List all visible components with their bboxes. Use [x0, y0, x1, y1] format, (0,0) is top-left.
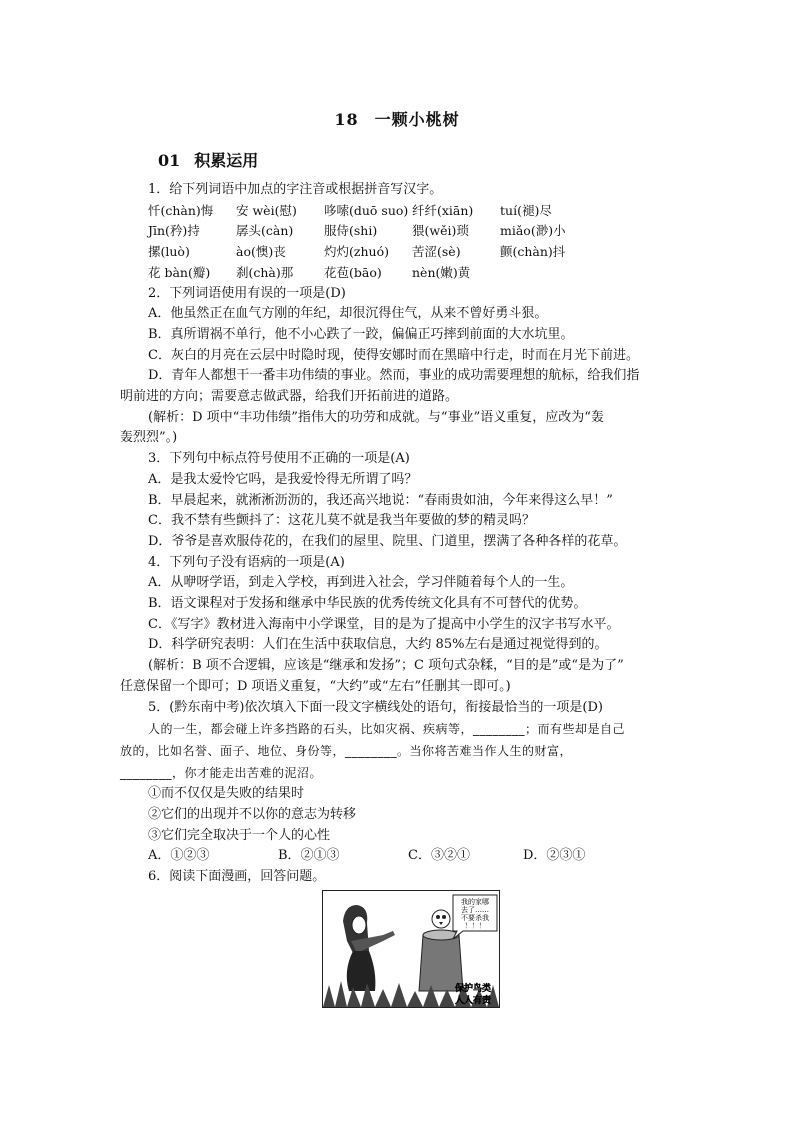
q3-option-d: D．爷爷是喜欢服侍花的，在我们的屋里、院里、门道里，摆满了各种各样的花草。 — [148, 533, 627, 549]
q5-sentence-2: ②它们的出现并不以你的意志为转移 — [148, 806, 357, 822]
bubble-line: ！！！ — [464, 922, 486, 930]
cartoon-drawing — [323, 891, 499, 1007]
lesson-number: 18 — [334, 110, 359, 129]
cartoon-caption: 保护鸟类 — [454, 984, 492, 994]
q5-sentence-1: ①而不仅仅是失败的结果时 — [148, 786, 305, 802]
bubble-line: 不要杀我 — [461, 914, 489, 922]
q5-choice-d: D．②③① — [523, 848, 586, 864]
q4-option-a: A．从咿呀学语，到走入学校，再到进入社会，学习伴随着每个人的一生。 — [148, 575, 574, 591]
q6-stem: 6．阅读下面漫画，回答问题。 — [148, 869, 326, 885]
q5-passage-line: 放的，比如名誉、面子、地位、身份等，________。当你将苦难当作人生的财富， — [120, 744, 573, 759]
cartoon-caption: 人人有责 — [454, 996, 492, 1006]
q1-item: 纤纤(xiān) — [412, 202, 474, 218]
cartoon-image — [322, 890, 500, 1008]
questions — [120, 180, 680, 888]
q2-option-a: A．他虽然正在血气方刚的年纪，却很沉得住气，从来不曾好勇斗狠。 — [148, 306, 548, 322]
q1-item: 刹(chà)那 — [236, 264, 294, 280]
q5-choice-b: B．②①③ — [278, 848, 340, 864]
q1-item: 花 bàn(瓣) — [148, 264, 211, 280]
q1-stem: 1．给下列词语中加点的字注音或根据拼音写汉字。 — [148, 182, 443, 197]
q1-item: 猥(wěi)琐 — [412, 223, 469, 239]
q1-item — [500, 263, 588, 284]
q2-stem: 2．下列词语使用有误的一项是(D) — [148, 285, 346, 301]
q5-choice-c: C．③②① — [408, 848, 470, 864]
lesson-title — [0, 107, 794, 130]
q2-explanation-cont: 轰烈烈”。) — [120, 430, 178, 446]
q3-option-a: A．是我太爱怜它吗，是我爱怜得无所谓了吗？ — [148, 471, 418, 487]
section-title: 积累运用 — [194, 151, 259, 170]
q1-item: 花苞(bāo) — [324, 264, 382, 280]
q1-item: 灼灼(zhuó) — [324, 244, 389, 260]
q1-item: Jīn(矜)持 — [148, 223, 200, 239]
q1-item: miǎo(渺)小 — [500, 223, 566, 239]
q2-option-c: C．灰白的月亮在云层中时隐时现，使得安娜时而在黑暗中行走，时而在月光下前进。 — [148, 347, 639, 363]
q1-item: nèn(嫩)黄 — [412, 264, 471, 280]
q1-item: 颤(chàn)抖 — [500, 244, 566, 260]
bubble-line: 我的家哪 — [461, 898, 489, 906]
q5-passage-line: 人的一生，都会碰上许多挡路的石头，比如灾祸、疾病等，________；而有些却是自己 — [148, 722, 626, 737]
q2-option-d: D．青年人都想干一番丰功伟绩的事业。然而，事业的成功需要理想的航标，给我们指 — [148, 368, 640, 384]
q1-item: ào(懊)丧 — [236, 244, 286, 260]
q1-item: 服侍(shi) — [324, 223, 378, 239]
bird-icon — [432, 910, 450, 928]
q1-item: 哆嗦(duō suo) — [324, 202, 409, 218]
q2-option-b: B．真所谓祸不单行，他不小心跌了一跤，偏偏正巧摔到前面的大水坑里。 — [148, 326, 574, 342]
q4-option-d: D．科学研究表明：人们在生活中获取信息，大约 85%左右是通过视觉得到的。 — [148, 637, 608, 653]
tree-stump-icon — [419, 935, 463, 991]
section-number: 01 — [158, 151, 181, 170]
hunter-body-icon — [347, 951, 376, 991]
section-heading — [158, 148, 258, 171]
q3-stem: 3．下列句中标点符号使用不正确的一项是(A) — [148, 451, 410, 467]
q2-explanation: (解析：D 项中“丰功伟绩”指伟大的功劳和成就。与“事业”语义重复，应改为“轰 — [148, 409, 604, 425]
q4-explanation: (解析：B 项不合逻辑，应该是“继承和发扬”；C 项句式杂糅，“目的是”或“是为了” — [148, 658, 624, 674]
q5-choices — [120, 846, 680, 867]
q1-item: 孱头(càn) — [236, 223, 294, 239]
q5-choice-a: A．①②③ — [148, 848, 210, 864]
q3-option-c: C．我不禁有些颤抖了：这花儿莫不就是我当年要做的梦的精灵吗？ — [148, 513, 535, 529]
q2-option-d-cont: 明前进的方向；需要意志做武器，给我们开拓前进的道路。 — [120, 389, 459, 405]
q4-explanation-cont: 任意保留一个即可；D 项语义重复，“大约”或“左右”任删其一即可。) — [120, 678, 511, 694]
q5-stem: 5．(黔东南中考)依次填入下面一段文字横线处的语句，衔接最恰当的一项是(D) — [148, 699, 603, 715]
q5-sentence-3: ③它们完全取决于一个人的心性 — [148, 827, 331, 843]
q4-option-b: B．语文课程对于发扬和继承中华民族的优秀传统文化具有不可替代的优势。 — [148, 596, 587, 612]
q4-option-c: C．《写字》教材进入海南中小学课堂，目的是为了提高中小学生的汉字书写水平。 — [148, 616, 620, 632]
q1-items — [120, 201, 760, 284]
q1-item: 安 wèi(慰) — [236, 202, 297, 218]
q1-item: 苦涩(sè) — [412, 244, 461, 260]
q5-passage-line: ________，你才能走出苦难的泥沼。 — [120, 766, 323, 781]
q5-passage — [120, 718, 680, 784]
q3-option-b: B．早晨起来，就淅淅沥沥的，我还高兴地说：“春雨贵如油，今年来得这么早！” — [148, 492, 613, 508]
q1-item: tuí(褪)尽 — [500, 202, 552, 218]
q1-item: 摞(luò) — [148, 244, 190, 260]
q1-item: 忏(chàn)悔 — [148, 202, 214, 218]
q4-stem: 4．下列句子没有语病的一项是(A) — [148, 554, 345, 570]
lesson-name: 一颗小桃树 — [374, 110, 460, 129]
bubble-line: 去了…… — [461, 906, 489, 914]
hunter-face-icon — [352, 916, 366, 934]
